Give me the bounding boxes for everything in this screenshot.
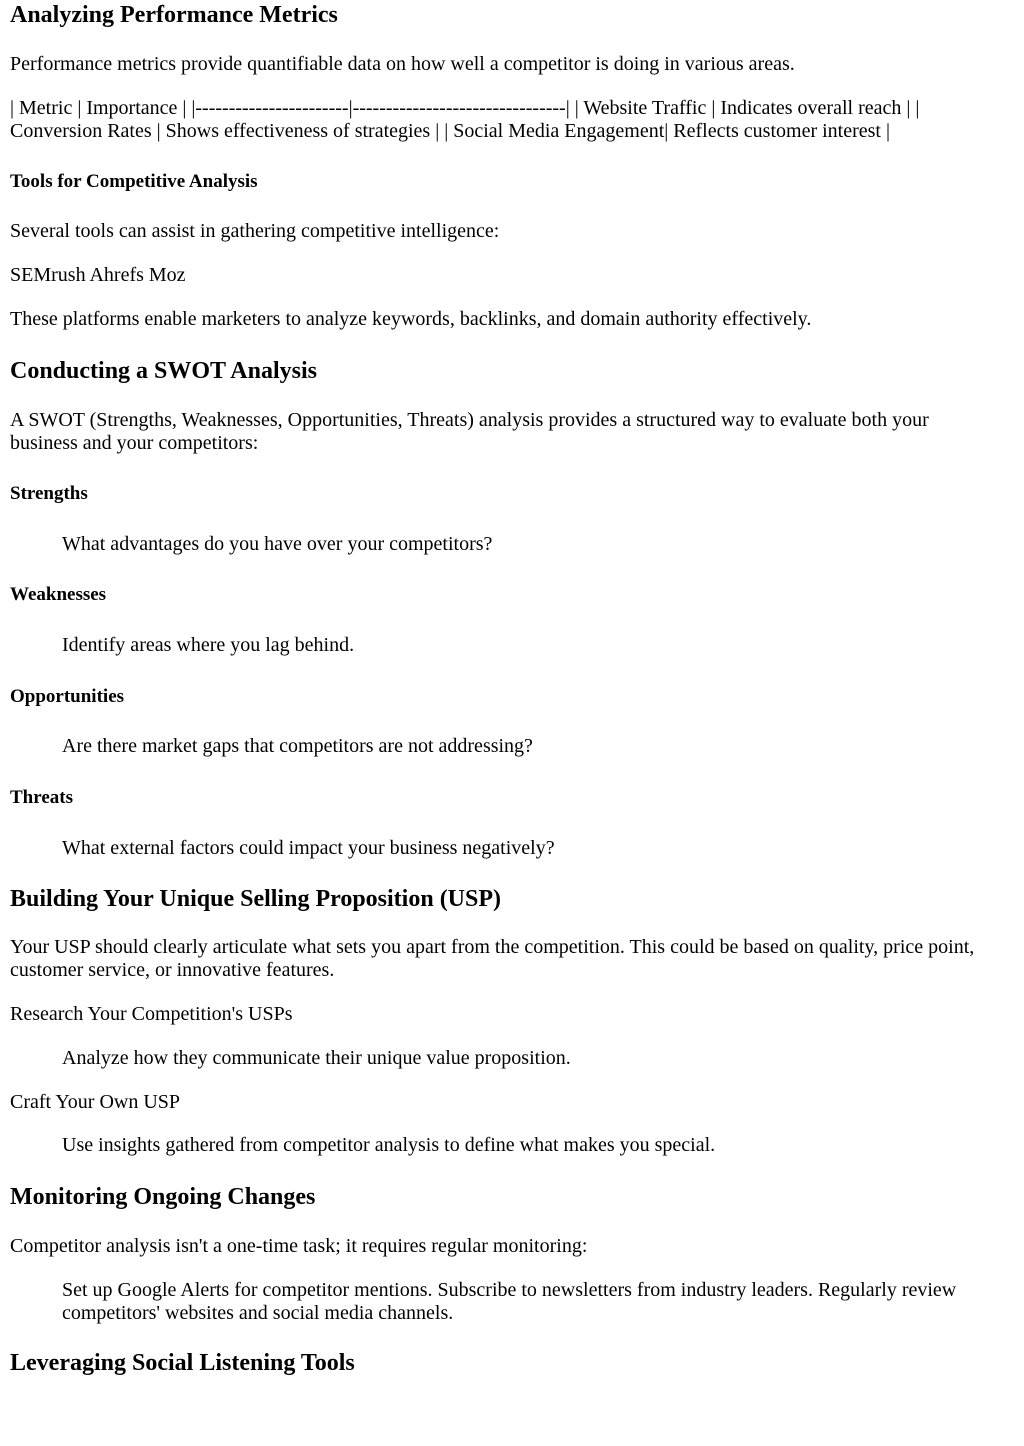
swot-weaknesses-text: Identify areas where you lag behind. xyxy=(62,634,355,656)
performance-intro: Performance metrics provide quantifiable data on how well a competitor is doing in various areas. xyxy=(10,53,795,75)
swot-strengths-heading: Strengths xyxy=(10,483,88,504)
section-heading-tools: Tools for Competitive Analysis xyxy=(10,171,258,192)
swot-opportunities-text: Are there market gaps that competitors are not addressing? xyxy=(62,735,533,757)
usp-intro-line-2: customer service, or innovative features. xyxy=(10,959,335,981)
tools-list: SEMrush Ahrefs Moz xyxy=(10,264,186,286)
swot-strengths-text: What advantages do you have over your competitors? xyxy=(62,533,493,555)
section-heading-social-listening: Leveraging Social Listening Tools xyxy=(10,1350,355,1376)
section-heading-monitoring: Monitoring Ongoing Changes xyxy=(10,1184,316,1210)
monitoring-quote-line-1: Set up Google Alerts for competitor mentions. Subscribe to newsletters from industry leaders. Regularly review xyxy=(62,1279,957,1301)
usp-intro-line-1: Your USP should clearly articulate what sets you apart from the competition. This could be based on quality, price point, xyxy=(10,936,975,958)
usp-craft-term: Craft Your Own USP xyxy=(10,1091,181,1113)
tools-intro: Several tools can assist in gathering competitive intelligence: xyxy=(10,220,500,242)
metrics-table-text-line-2: Conversion Rates | Shows effectiveness of strategies | | Social Media Engagement| Reflects customer interest | xyxy=(10,120,890,142)
usp-research-term: Research Your Competition's USPs xyxy=(10,1003,293,1025)
section-heading-performance: Analyzing Performance Metrics xyxy=(10,2,338,28)
swot-opportunities-heading: Opportunities xyxy=(10,686,125,707)
swot-threats-heading: Threats xyxy=(10,787,73,808)
usp-craft-definition: Use insights gathered from competitor analysis to define what makes you special. xyxy=(62,1134,716,1156)
tools-outro: These platforms enable marketers to analyze keywords, backlinks, and domain authority effectively. xyxy=(10,308,812,330)
swot-intro-line-2: business and your competitors: xyxy=(10,432,259,454)
swot-threats-text: What external factors could impact your business negatively? xyxy=(62,837,555,859)
metrics-table-text-line-1: | Metric | Importance | |-----------------------|--------------------------------| | Website Traffic | Indicates overall reach | | xyxy=(10,97,920,119)
swot-intro-line-1: A SWOT (Strengths, Weaknesses, Opportunities, Threats) analysis provides a structured way to evaluate both your xyxy=(10,409,929,431)
usp-research-definition: Analyze how they communicate their unique value proposition. xyxy=(62,1047,571,1069)
monitoring-intro: Competitor analysis isn't a one-time task; it requires regular monitoring: xyxy=(10,1235,588,1257)
section-heading-swot: Conducting a SWOT Analysis xyxy=(10,358,317,384)
section-heading-usp: Building Your Unique Selling Proposition (USP) xyxy=(10,886,502,912)
monitoring-quote-line-2: competitors' websites and social media channels. xyxy=(62,1302,454,1324)
swot-weaknesses-heading: Weaknesses xyxy=(10,584,107,605)
